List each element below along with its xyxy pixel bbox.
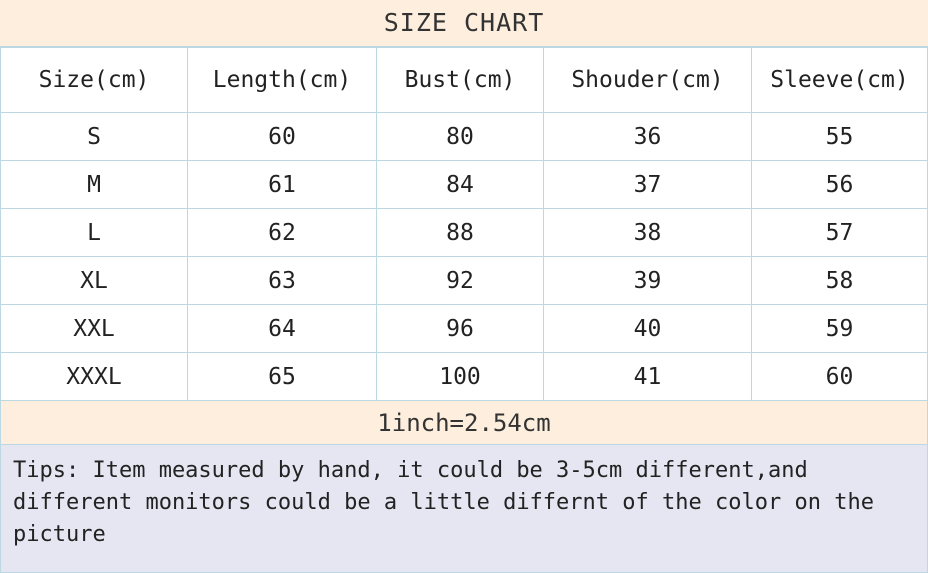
cell-bust: 96 <box>377 305 544 353</box>
cell-size: XXXL <box>1 353 188 401</box>
column-header-shoulder: Shouder(cm) <box>544 48 752 113</box>
cell-shoulder: 36 <box>544 113 752 161</box>
cell-length: 62 <box>188 209 377 257</box>
table-row <box>1 209 928 257</box>
table-row <box>1 257 928 305</box>
cell-length: 65 <box>188 353 377 401</box>
cell-sleeve: 56 <box>752 161 928 209</box>
cell-bust: 88 <box>377 209 544 257</box>
cell-size: XL <box>1 257 188 305</box>
table-row <box>1 113 928 161</box>
table-row <box>1 305 928 353</box>
cell-length: 63 <box>188 257 377 305</box>
cell-bust: 92 <box>377 257 544 305</box>
column-header-bust: Bust(cm) <box>377 48 544 113</box>
table-row <box>1 353 928 401</box>
cell-shoulder: 41 <box>544 353 752 401</box>
cell-sleeve: 60 <box>752 353 928 401</box>
cell-size: M <box>1 161 188 209</box>
column-header-size: Size(cm) <box>1 48 188 113</box>
size-chart-table <box>0 47 928 401</box>
cell-size: XXL <box>1 305 188 353</box>
cell-sleeve: 55 <box>752 113 928 161</box>
cell-sleeve: 59 <box>752 305 928 353</box>
cell-shoulder: 37 <box>544 161 752 209</box>
cell-sleeve: 58 <box>752 257 928 305</box>
column-header-length: Length(cm) <box>188 48 377 113</box>
table-header-row <box>1 48 928 113</box>
cell-length: 61 <box>188 161 377 209</box>
cell-bust: 84 <box>377 161 544 209</box>
cell-size: S <box>1 113 188 161</box>
unit-conversion-note: 1inch=2.54cm <box>0 401 928 445</box>
table-row <box>1 161 928 209</box>
column-header-sleeve: Sleeve(cm) <box>752 48 928 113</box>
cell-shoulder: 39 <box>544 257 752 305</box>
cell-length: 64 <box>188 305 377 353</box>
cell-sleeve: 57 <box>752 209 928 257</box>
tips-note: Tips: Item measured by hand, it could be 3-5cm different,and different monitors could be a little differnt of the color on the picture <box>0 445 928 573</box>
cell-shoulder: 38 <box>544 209 752 257</box>
cell-bust: 80 <box>377 113 544 161</box>
cell-size: L <box>1 209 188 257</box>
chart-title: SIZE CHART <box>0 0 928 47</box>
cell-bust: 100 <box>377 353 544 401</box>
cell-shoulder: 40 <box>544 305 752 353</box>
cell-length: 60 <box>188 113 377 161</box>
